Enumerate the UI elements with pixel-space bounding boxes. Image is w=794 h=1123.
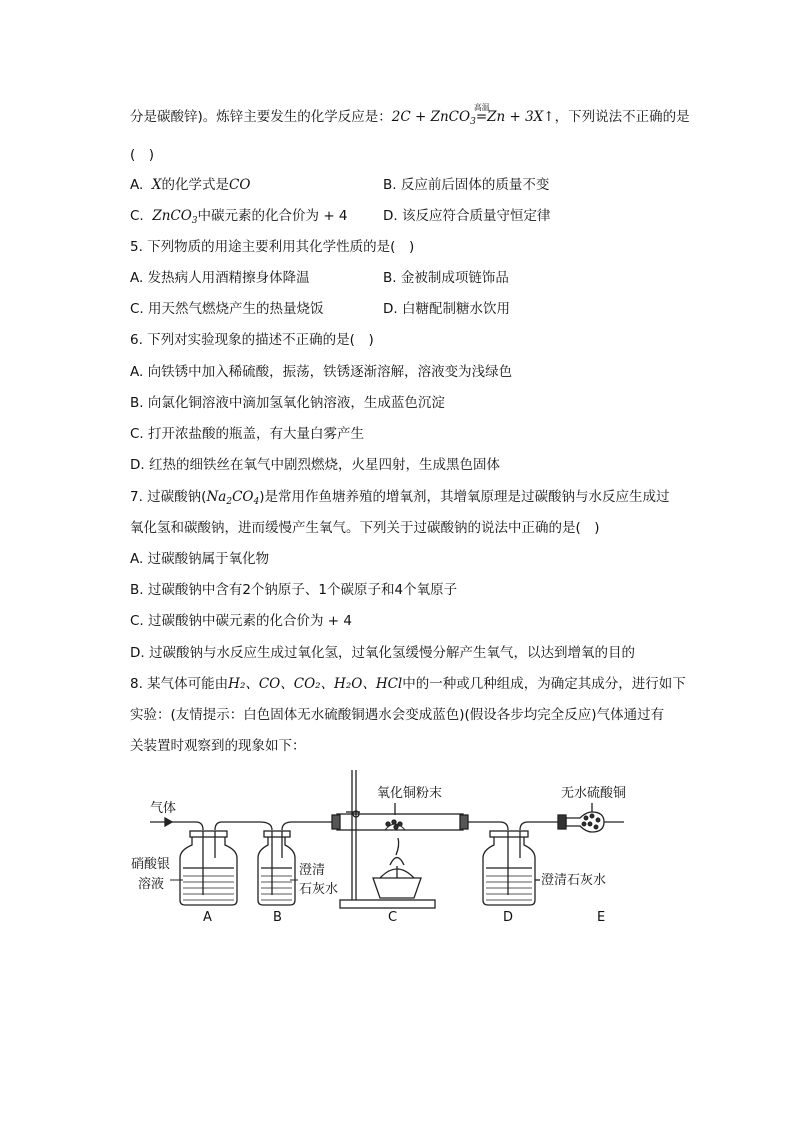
- q7-option-a: [130, 549, 269, 569]
- q6-option-c: [130, 424, 364, 444]
- q7-c-text: C. 过碳酸钠中碳元素的化合价为 + 4: [130, 613, 352, 629]
- q4-equation-sign: 高温 =: [476, 107, 487, 127]
- q7-b-text: B. 过碳酸钠中含有2个钠原子、1个碳原子和4个氧原子: [130, 582, 458, 598]
- anhydrous-cuso4-label: 无水硫酸铜: [561, 786, 627, 801]
- q6-option-a: [130, 362, 512, 382]
- q4-option-d: [383, 206, 550, 226]
- q7-option-c: [130, 611, 352, 631]
- q4-paren: [130, 145, 154, 165]
- gas-label: 气体: [150, 801, 177, 816]
- q4-equation-left: [392, 109, 476, 125]
- limewater-b-label-2: 石灰水: [299, 882, 339, 897]
- copper-oxide-label: 氧化铜粉末: [377, 786, 443, 801]
- label-c: C: [388, 910, 398, 925]
- q7-option-b: [130, 580, 457, 600]
- q6-a-text: A. 向铁锈中加入稀硫酸，振荡，铁锈逐渐溶解，溶液变为浅绿色: [130, 364, 513, 380]
- q7-stem-line1: [130, 487, 669, 512]
- silver-nitrate-label-1: 硝酸银: [131, 857, 171, 872]
- q8-line3-text: 关装置时观察到的现象如下：: [130, 738, 306, 754]
- q7-sub2: 4: [253, 497, 260, 507]
- q4-stem-prefix: 分是碳酸锌)。炼锌主要发生的化学反应是：: [130, 109, 392, 125]
- opt-c-label: C.: [130, 208, 144, 224]
- q7-option-d: [130, 643, 635, 663]
- q7-prefix: 7. 过碳酸钠(: [130, 489, 207, 505]
- eq-sub: 3: [470, 117, 476, 127]
- opt-a-math2: CO: [229, 177, 251, 193]
- limewater-d-label: 澄清石灰水: [541, 873, 607, 888]
- q7-f1: Na: [206, 489, 227, 505]
- bottle-a: [172, 822, 260, 905]
- opt-c-text: 中碳元素的化合价为 + 4: [197, 208, 348, 224]
- q8-gases: H₂、CO、CO₂、H₂O、HCl: [228, 676, 403, 692]
- q5-stem: [130, 237, 414, 257]
- label-d: D: [503, 910, 514, 925]
- bottle-d: [483, 822, 560, 905]
- q7-formula: [206, 489, 259, 505]
- q5-a-text: A. 发热病人用酒精擦身体降温: [130, 270, 310, 286]
- opt-d-text: D. 该反应符合质量守恒定律: [383, 208, 551, 224]
- q8-suffix: 中的一种或几种组成，为确定其成分，进行如下: [402, 676, 686, 692]
- q6-option-d: [130, 455, 500, 475]
- opt-c-math: ZnCO: [152, 208, 192, 224]
- q5-d-text: D. 白糖配制糖水饮用: [383, 301, 510, 317]
- bottle-b: [258, 822, 335, 905]
- q8-stem-line1: [130, 674, 686, 694]
- opt-a-math: X: [151, 177, 162, 193]
- q7-sub1: 2: [226, 497, 233, 507]
- q5-option-d: [383, 299, 510, 319]
- opt-c-sub: 3: [191, 216, 198, 226]
- q7-stem-line2: [130, 518, 600, 538]
- q5-c-text: C. 用天然气燃烧产生的热量烧饭: [130, 301, 324, 317]
- q8-line2-text: 实验：(友情提示：白色固体无水硫酸铜遇水会变成蓝色)(假设各步均完全反应)气体通过有: [130, 707, 665, 723]
- q4-option-c: [130, 206, 348, 231]
- q5-b-text: B. 金被制成项链饰品: [383, 270, 509, 286]
- opt-b-text: B. 反应前后固体的质量不变: [383, 177, 550, 193]
- drying-tube-e: [558, 803, 624, 832]
- paren-text: ( ): [130, 147, 155, 163]
- q4-stem-suffix: ，下列说法不正确的是: [554, 109, 690, 125]
- label-e: E: [597, 910, 606, 925]
- q8-stem-line3: [130, 736, 306, 756]
- q4-equation-right: Zn + 3X↑: [487, 109, 555, 125]
- q7-a-text: A. 过碳酸钠属于氧化物: [130, 551, 270, 567]
- q7-suffix: )是常用作鱼塘养殖的增氧剂，其增氧原理是过碳酸钠与水反应生成过: [259, 489, 670, 505]
- q6-option-b: [130, 393, 445, 413]
- eq-condition: 高温: [473, 103, 490, 112]
- q5-option-a: [130, 268, 310, 288]
- q6-d-text: D. 红热的细铁丝在氧气中剧烈燃烧，火星四射，生成黑色固体: [130, 457, 500, 473]
- silver-nitrate-label-2: 溶液: [138, 877, 165, 892]
- q4-stem-line1: [130, 103, 690, 132]
- q5-option-c: [130, 299, 324, 319]
- q7-line2-text: 氧化氢和碳酸钠，进而缓慢产生氧气。下列关于过碳酸钠的说法中正确的是( ): [130, 520, 600, 536]
- q8-prefix: 8. 某气体可能由: [130, 676, 229, 692]
- opt-a-label: A.: [130, 177, 144, 193]
- label-b: B: [273, 910, 282, 925]
- q6-c-text: C. 打开浓盐酸的瓶盖，有大量白雾产生: [130, 426, 365, 442]
- q5-stem-text: 5. 下列物质的用途主要利用其化学性质的是( ): [130, 239, 415, 255]
- inlet-arrowhead: [165, 818, 172, 826]
- q4-option-b: [383, 175, 549, 195]
- limewater-b-label-1: 澄清: [299, 863, 326, 878]
- combustion-tube-c: [332, 770, 508, 908]
- q7-d-text: D. 过碳酸钠与水反应生成过氧化氢，过氧化氢缓慢分解产生氧气，以达到增氧的目的: [130, 645, 635, 661]
- q4-option-a: [130, 175, 250, 195]
- q5-option-b: [383, 268, 509, 288]
- q8-stem-line2: [130, 705, 664, 725]
- label-a: A: [203, 910, 212, 925]
- q7-f2: CO: [232, 489, 254, 505]
- q6-stem-text: 6. 下列对实验现象的描述不正确的是( ): [130, 332, 374, 348]
- opt-a-text: 的化学式是: [161, 177, 230, 193]
- q6-b-text: B. 向氯化铜溶液中滴加氢氧化钠溶液，生成蓝色沉淀: [130, 395, 445, 411]
- eq-left-text: 2C + ZnCO: [391, 109, 471, 125]
- q6-stem: [130, 330, 374, 350]
